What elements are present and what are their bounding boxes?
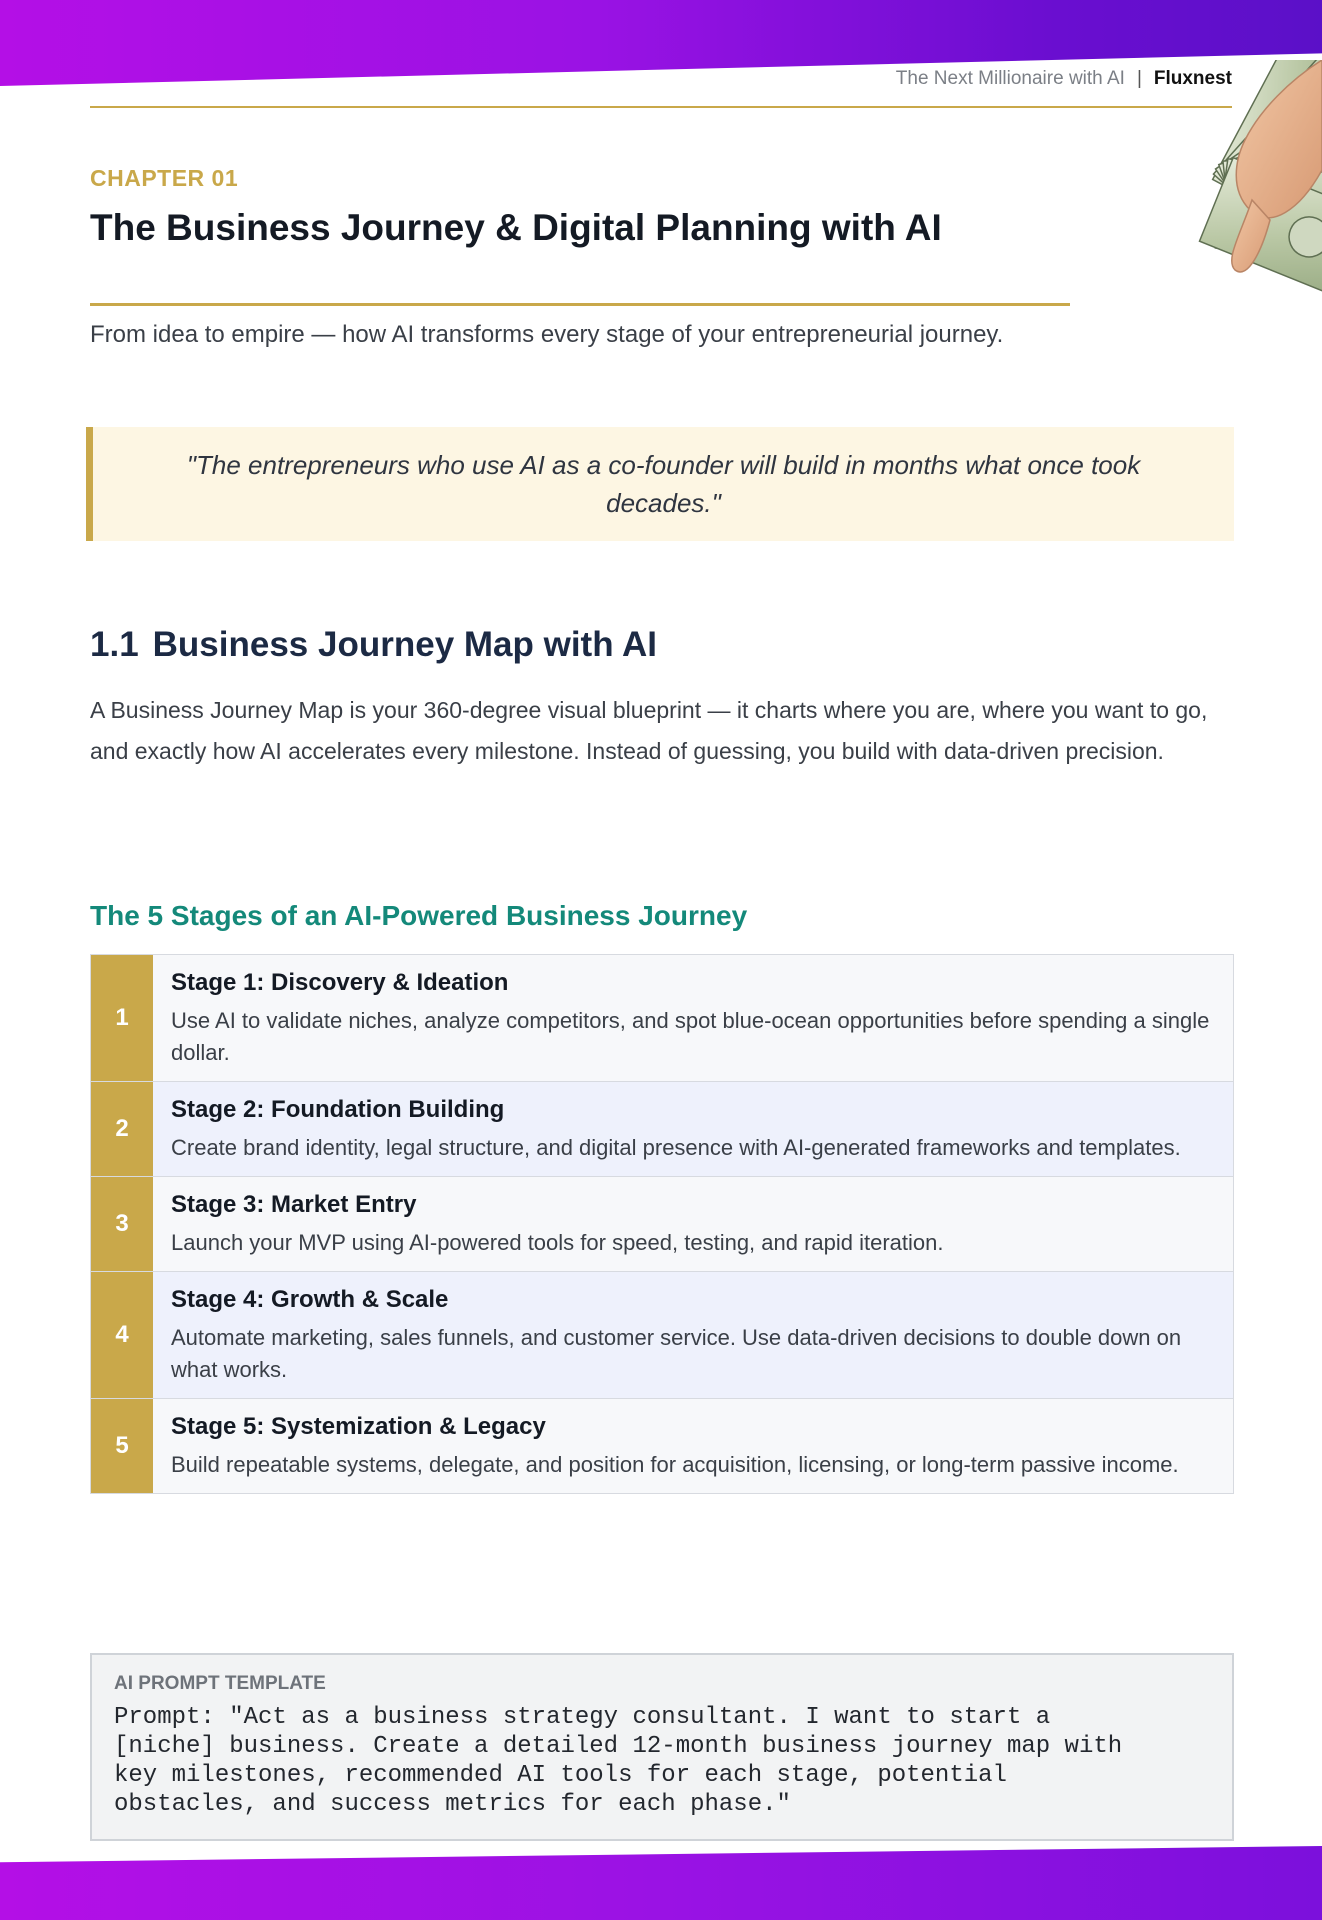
stage-content [153, 1082, 1233, 1176]
stage-description: Use AI to validate niches, analyze competitors, and spot blue-ocean opportunities before spending a single dollar. [171, 1008, 1210, 1065]
stage-number: 5 [91, 1399, 153, 1493]
stage-row [91, 1082, 1233, 1177]
section-title: Business Journey Map with AI [152, 625, 658, 664]
chapter-label: CHAPTER 01 [90, 165, 239, 191]
stage-row [91, 1272, 1233, 1399]
stage-description: Build repeatable systems, delegate, and position for acquisition, licensing, or long-term passive income. [171, 1452, 1179, 1477]
stage-title: Stage 5: Systemization & Legacy [171, 1413, 546, 1440]
stage-title: Stage 2: Foundation Building [171, 1096, 505, 1123]
stages-table [90, 954, 1234, 1494]
stage-number: 4 [91, 1272, 153, 1398]
prompt-label: AI PROMPT TEMPLATE [114, 1673, 326, 1694]
chapter-title: The Business Journey & Digital Planning with AI [90, 207, 942, 248]
pull-quote [86, 427, 1234, 541]
stage-number: 2 [91, 1082, 153, 1176]
header-separator: | [1136, 68, 1142, 89]
stages-heading: The 5 Stages of an AI-Powered Business Journey [90, 900, 748, 931]
book-title: The Next Millionaire with AI [895, 68, 1125, 89]
prompt-template-box [90, 1653, 1234, 1841]
stage-number: 1 [91, 955, 153, 1081]
brand-name: Fluxnest [1153, 68, 1232, 89]
bottom-decorative-band [0, 1846, 1322, 1920]
section-body: A Business Journey Map is your 360-degree visual blueprint — it charts where you are, where you want to go, and exactly how AI accelerates every milestone. Instead of guessing, you build with data-driven precision. [90, 697, 1208, 764]
stage-content [153, 955, 1233, 1081]
section-number: 1.1 [90, 625, 139, 664]
title-divider [90, 303, 1070, 306]
stage-content [153, 1177, 1233, 1271]
stage-row [91, 955, 1233, 1082]
section-heading [90, 625, 657, 665]
money-hand-illustration [1030, 60, 1322, 420]
stage-content [153, 1272, 1233, 1398]
stage-row [91, 1399, 1233, 1493]
stage-description: Launch your MVP using AI-powered tools for speed, testing, and rapid iteration. [171, 1230, 944, 1255]
stage-description: Automate marketing, sales funnels, and customer service. Use data-driven decisions to double down on what works. [171, 1325, 1182, 1382]
stage-number: 3 [91, 1177, 153, 1271]
chapter-subtitle: From idea to empire — how AI transforms every stage of your entrepreneurial journey. [90, 321, 1004, 348]
stage-title: Stage 4: Growth & Scale [171, 1286, 449, 1313]
stage-row [91, 1177, 1233, 1272]
stage-title: Stage 3: Market Entry [171, 1191, 417, 1218]
quote-text: "The entrepreneurs who use AI as a co-founder will build in months what once took decades." [186, 450, 1141, 518]
prompt-text: Prompt: "Act as a business strategy consultant. I want to start a [niche] business. Create a detailed 12-month business journey map with key milestones, recommended AI tools for each stage, potential obstacles, and success metrics for each phase." [114, 1704, 1123, 1818]
stage-content [153, 1399, 1233, 1493]
stage-description: Create brand identity, legal structure, and digital presence with AI-generated frameworks and templates. [171, 1135, 1181, 1160]
stage-title: Stage 1: Discovery & Ideation [171, 969, 509, 996]
